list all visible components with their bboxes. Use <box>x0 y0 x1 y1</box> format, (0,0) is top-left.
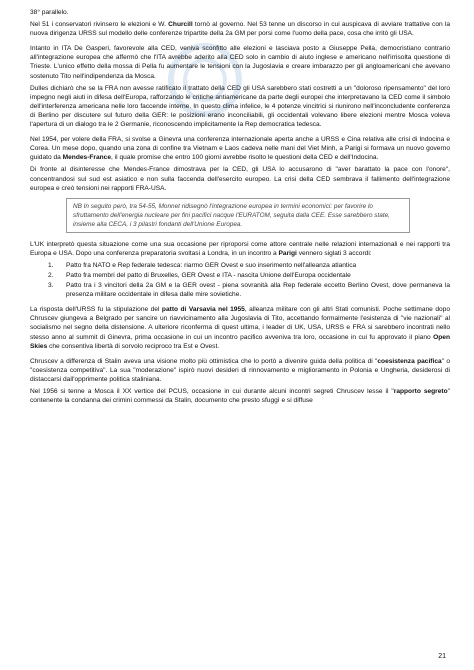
term-rapporto-segreto: rapporto segreto <box>393 388 448 395</box>
term-open-skies: Open Skies <box>30 333 450 350</box>
name-churcill: Churcill <box>168 21 193 29</box>
name-mendes-france: Mendes-France <box>62 154 112 162</box>
accordi-list <box>30 261 450 299</box>
paragraph-dulles: Dulles dichiarò che se la FRA non avesse ratificato il trattato della CED gli USA sarebbero stati costretti a un "doloroso ripensamento" del loro impegno negli aiuti in difesa dell'Europa, rafforzando le critiche antiamericane da parte degli europei che interpretavano la CED come il simbolo dell'interferenza americana nelle loro faccende interne. In questo clima infelice, le 4 potenze vincitrici si riunirono nell'inconcludente conferenza di Berlino per discutere sul futuro della GER: le posizioni erano inconciliabili, gli occidentali volevano libere elezioni mentre Mosca voleva l'apertura di un dialogo tra le 2 Germanie, riconoscendo implicitamente la Rep democratica tedesca. <box>30 84 450 129</box>
list-item: 1. Patto fra NATO e Rep federale tedesca: riarmo GER Ovest e suo inserimento nell'alleanza atlantica <box>48 261 357 269</box>
paragraph-pcus: Nel 1956 si tenne a Mosca il XX vertice del PCUS, occasione in cui durante alcuni incontri segreti Chruscev lesse il "rapporto segreto" contenente la condanna dei crimini commessi da Stalin, documento che presto sfuggì e si diffuse <box>30 388 450 405</box>
paragraph-chruscev: Chruscev a differenza di Stalin aveva una visione molto più ottimistica che lo portò a divenire guida della politica di "coesistenza pacifica" o "coesistenza competitiva". La sua "moderazione" ispirò nuovi desideri di rinnovamento e miglioramento in Polonia e Ungheria, desiderosi di distaccarsi dall'opprimente politica staliniana. <box>30 357 450 383</box>
list-item: 2. Patto fra membri del patto di Bruxelles, GER Ovest e ITA - nascita Unione dell'Europa occidentale <box>48 271 351 279</box>
paragraph-ced-crisis: Di fronte al disinteresse che Mendes-France dimostrava per la CED, gli USA lo accusarono di "aver barattato la pace con l'onore", concentrandosi sul sud est asiatico e non sulla faccenda dell'esercito europeo. La crisi della CED sembrava il fallimento dell'integrazione europea e creò tensioni nei rapporti FRA-USA. <box>30 166 450 192</box>
list-item: 3. Patto tra i 3 vincitori della 2a GM e la GER ovest - piena sovranità alla Rep federale eccetto Berlino Ovest, dove permaneva la presenza militare occidentale in difesa dalle mire sovietiche. <box>48 282 450 299</box>
term-patto-varsavia: patto di Varsavia nel 1955 <box>161 306 245 314</box>
paragraph-intro: 38° parallelo. <box>30 9 69 16</box>
paragraph-de-gasperi: Intanto in ITA De Gasperi, favorevole alla CED, veniva sconfitto alle elezioni e lasciava posto a Giuseppe Pella, democristiano contrario all'integrazione europea che affermò che l'ITA avrebbe aderito alla CED solo in cambio di aiuto inglese e americano nell'irrisolta questione di Trieste. L'unico effetto della mossa di Pella fu aumentare le tensioni con la Jugoslavia e creare imbarazzo per gli angloamericani che avevano sostenuto Tito nell'indipendenza da Mosca. <box>30 45 450 80</box>
term-coesistenza: coesistenza pacifica <box>377 357 442 365</box>
name-parigi: Parigi <box>278 249 297 257</box>
page-number: 21 <box>438 653 446 660</box>
note-box: NB In seguito però, tra 54-55, Monnet ridisegnò l'integrazione europea in termini economici: per favorire lo sfruttamento dell'energia nucleare per fini pacifici nacque l'EURATOM, seguita dalla CEE. Esse sarebbero state, insieme alla CECA, i 3 pilastri fondanti dell'Unione Europea. <box>66 198 410 233</box>
paragraph-ginevra-1954: Nel 1954, per volere della FRA, si svolse a Ginevra una conferenza internazionale aperta anche a URSS e Cina relativa alle crisi di Indocina e Corea. Un mese dopo, quando una zona di confine tra Vietnam e Laos cadeva nelle mani del Viet Minh, a Parigi si formava un nuovo governo guidato da Mendes-France, il quale promise che entro 100 giorni avrebbe risolto le questioni della CED e dell'Indocina. <box>30 136 450 162</box>
paragraph-varsavia: La risposta dell'URSS fu la stipulazione del patto di Varsavia nel 1955, alleanza militare con gli altri Stati comunisti. Poche settimane dopo Chruscev giungeva a Belgrado per sancire un riavvicinamento alla Jugoslavia di Tito, accettando formalmente l'esistenza di "vie nazionali" al socialismo nel segno della distensione. A ulteriore riconferma di quest ultima, i leader di UK, USA, URSS e FRA si sarebbero incontrati nello stesso anno al summit di Ginevra, prima occasione in cui un incontro pacifico avveniva tra loro, occasione in cui fu approvato il piano Open Skies che consentiva libertà di sorvolo reciproco tra Est e Ovest. <box>30 306 450 350</box>
document-page <box>30 8 450 408</box>
paragraph-churchill: Nel 51 i conservatori rivinsero le elezioni e W. Churcill tornò al governo. Nel 53 tenne un discorso in cui auspicava di avviare trattative con la nuova dirigenza URSS sul modello delle conferenze tripartite della 2a GM per porsi come l'uomo della pace, cosa che irritò gli USA. <box>30 21 450 38</box>
paragraph-uk: L'UK interpretò questa situazione come una sua occasione per riproporsi come attore centrale nelle relazioni internazionali e nei rapporti tra Europa e USA. Dopo una conferenza preparatoria svoltasi a Londra, in un incontro a Parigi vennero siglati 3 accordi: <box>30 240 450 257</box>
